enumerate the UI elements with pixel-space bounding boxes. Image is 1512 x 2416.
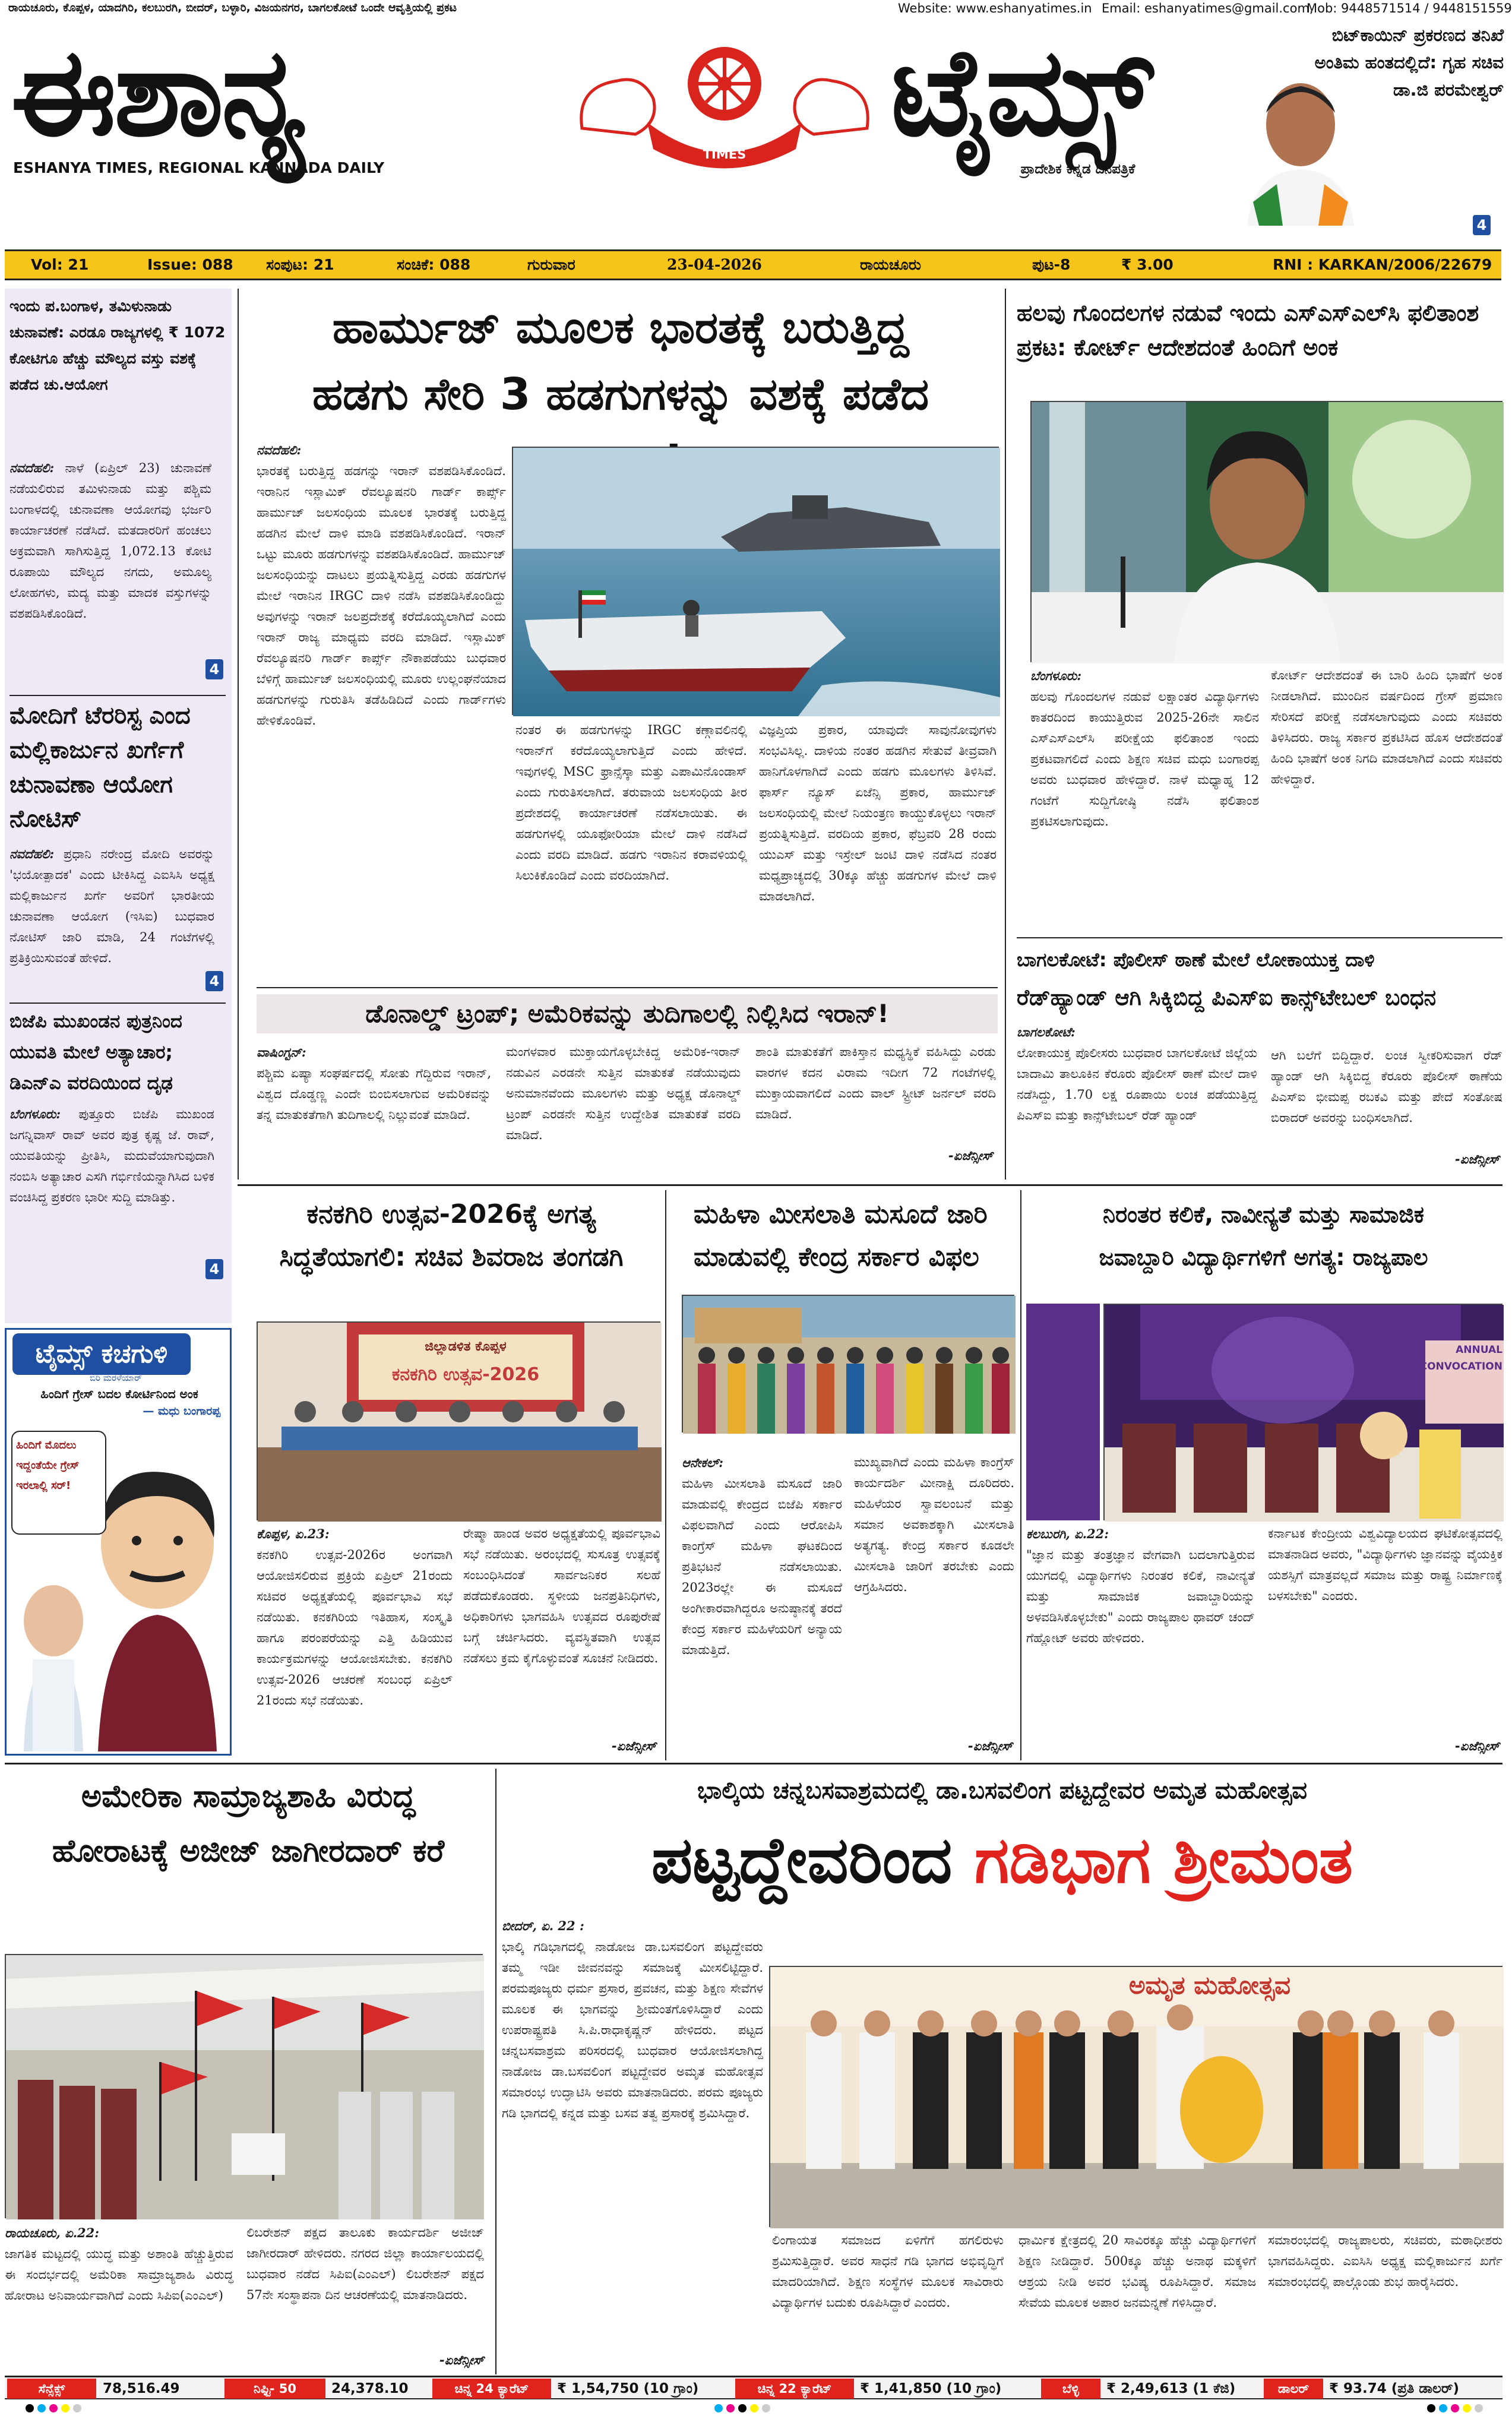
column-rule [665, 1190, 666, 1760]
left-story-1-body [10, 457, 211, 707]
row3-story-b-photo[interactable] [769, 1966, 1502, 2227]
lead-headline-line-1[interactable]: ಹಾರ್ಮುಜ್ ಮೂಲಕ ಭಾರತಕ್ಕೆ ಬರುತ್ತಿದ್ದ [332, 302, 909, 353]
photo-banner-1: ಜಿಲ್ಲಾಡಳಿತ ಕೊಪ್ಪಳ [425, 1339, 507, 1354]
row3-story-a-photo[interactable] [5, 1954, 483, 2218]
cartoon-box [5, 1328, 232, 1756]
lead-col-3: ವಿಜ್ಞಪ್ತಿಯ ಪ್ರಕಾರ, ಯಾವುದೇ ಸಾವುನೋವುಗಳು ಸಂಭವಿಸಿಲ್ಲ. ದಾಳಿಯ ನಂತರ ಹಡಗಿನ ಸೇತುವೆ ತೀವ್ರವಾಗಿ ಹಾನಿಗೊಳಗಾಗಿದೆ ಎಂದು ಹಡಗು ಮೂಲಗಳು ತಿಳಿಸಿವೆ. ಫಾರ್ಸ್ ನ್ಯೂಸ್ ಏಜೆನ್ಸಿ ಪ್ರಕಾರ, ಹಾರ್ಮುಜ್ ಜಲಸಂಧಿಯಲ್ಲಿ ಮೇಲೆ ನಿಯಂತ್ರಣ ಕಾಯ್ದುಕೊಳ್ಳಲು ಇರಾನ್ ಪ್ರಯತ್ನಿಸುತ್ತಿದೆ. ವರದಿಯ ಪ್ರಕಾರ, ಫೆಬ್ರವರಿ 28 ರಂದು ಯುಎಸ್ ಮತ್ತು ಇಸ್ರೇಲ್ ಜಂಟಿ ದಾಳಿ ನಡೆಸಿದ ನಂತರ ಮಧ್ಯಪ್ರಾಚ್ಯದಲ್ಲಿ 30ಕ್ಕೂ ಹೆಚ್ಚು ಹಡಗುಗಳ ಮೇಲೆ ದಾಳಿ ಮಾಡಲಾಗಿದೆ. [759, 723, 997, 903]
website-text: Website: www.eshanyatimes.in [898, 1, 1092, 15]
right-story-1-col-2: ಕೋರ್ಟ್ ಆದೇಶದಂತೆ ಈ ಬಾರಿ ಹಿಂದಿ ಭಾಷೆಗೆ ಅಂಕ ನೀಡಲಾಗಿದೆ. ಮುಂದಿನ ವರ್ಷದಿಂದ ಗ್ರೇಸ್ ಪ್ರಮಾಣ ಸೇರಿಸದೆ ಪರೀಕ್ಷೆ ನಡೆಸಲಾಗುವುದು ಎಂದು ಸಚಿವರು ತಿಳಿಸಿದರು. ರಾಜ್ಯ ಸರ್ಕಾರ ಪ್ರಕಟಿಸಿದ ಹೊಸ ಆದೇಶದಂತೆ ಹಿಂದಿ ಭಾಷೆಗೆ ಅಂಕ ನಿಗದಿ ಮಾಡಲಾಗಿದೆ ಎಂದು ಸಚಿವರು ಹೇಳಿದ್ದಾರೆ. [1271, 668, 1502, 786]
story-text: ಪ್ರಧಾನಿ ನರೇಂದ್ರ ಮೋದಿ ಅವರನ್ನು 'ಭಯೋತ್ಪಾದಕ' ಎಂದು ಟೀಕಿಸಿದ್ದ ಎಐಸಿಸಿ ಅಧ್ಯಕ್ಷ ಮಲ್ಲಿಕಾರ್ಜುನ ಖರ್ಗೆ ಅವರಿಗೆ ಭಾರತೀಯ ಚುನಾವಣಾ ಆಯೋಗ (ಇಸಿಐ) ಬುಧವಾರ ನೋಟಿಸ್ ಜಾರಿ ಮಾಡಿ, 24 ಗಂಟೆಗಳಲ್ಲಿ ಪ್ರತಿಕ್ರಿಯಿಸುವಂತೆ ಹೇಳಿದೆ. [10, 847, 214, 965]
samputa: ಸಂಪುಟ: 21 [266, 256, 334, 273]
story-text: ಪಶ್ಚಿಮ ಏಷ್ಯಾ ಸಂಘರ್ಷದಲ್ಲಿ ಸೋತು ಗೆದ್ದಿರುವ ಇರಾನ್, ವಿಶ್ವದ ದೊಡ್ಡಣ್ಣ ಎಂದೇ ಬಿಂಬಿಸಲಾಗುವ ಅಮೆರಿಕವನ್ನು ತನ್ನ ಮಾತುಕತೆಗಾಗಿ ತುದಿಗಾಲಲ್ಲಿ ನಿಲ್ಲುವಂತೆ ಮಾಡಿದೆ. [257, 1066, 491, 1122]
lead-headline-line-2[interactable]: ಹಡಗು ಸೇರಿ 3 ಹಡಗುಗಳನ್ನು ವಶಕ್ಕೆ ಪಡೆದ [312, 369, 929, 420]
divider [10, 695, 226, 696]
story-text: ಮಹಿಳಾ ಮೀಸಲಾತಿ ಮಸೂದೆ ಜಾರಿ ಮಾಡುವಲ್ಲಿ ಕೇಂದ್ರದ ಬಿಜೆಪಿ ಸರ್ಕಾರ ವಿಫಲವಾಗಿದೆ ಎಂದು ಆರೋಪಿಸಿ ಕಾಂಗ್ರೆಸ್ ಮಹಿಳಾ ಘಟಕದಿಂದ ಪ್ರತಿಭಟನೆ ನಡೆಸಲಾಯಿತು. 2023ರಲ್ಲೇ ಈ ಮಸೂದೆ ಅಂಗೀಕಾರವಾಗಿದ್ದರೂ ಅನುಷ್ಠಾನಕ್ಕೆ ತರದೆ ಕೇಂದ್ರ ಸರ್ಕಾರ ಮಹಿಳೆಯರಿಗೆ ಅನ್ಯಾಯ ಮಾಡುತ್ತಿದೆ. [682, 1476, 842, 1657]
headline-black-part: ಪಟ್ಟದ್ದೇವರಿಂದ [651, 1823, 953, 1898]
byline: -ಏಜೆನ್ಸೀಸ್ [1455, 1739, 1500, 1753]
lead-sub-headline[interactable]: ಡೊನಾಲ್ಡ್ ಟ್ರಂಪ್; ಅಮೆರಿಕವನ್ನು ತುದಿಗಾಲಲ್ಲಿ ನಿಲ್ಲಿಸಿದ ಇರಾನ್! [257, 994, 998, 1033]
right-story-1-photo[interactable] [1030, 401, 1502, 662]
ticker-value-silver: ₹ 2,49,613 (1 ಕೆಜಿ) [1106, 2381, 1236, 2396]
column-rule [495, 1769, 496, 2374]
row2-story-b-photo[interactable] [682, 1295, 1014, 1432]
row2-story-c-col-1 [1026, 1523, 1255, 1749]
date: 23-04-2026 [667, 256, 762, 273]
column-rule [1005, 289, 1006, 1179]
row2-story-b-col-2: ಮುಖ್ಯವಾಗಿದೆ ಎಂದು ಮಹಿಳಾ ಕಾಂಗ್ರೆಸ್ ಕಾರ್ಯದರ್ಶಿ ಮೀನಾಕ್ಷಿ ದೂರಿದರು. ಮಹಿಳೆಯರ ಸ್ವಾವಲಂಬನೆ ಮತ್ತು ಸಮಾನ ಅವಕಾಶಕ್ಕಾಗಿ ಮೀಸಲಾತಿ ಅತ್ಯಗತ್ಯ. ಕೇಂದ್ರ ಸರ್ಕಾರ ಕೂಡಲೇ ಮೀಸಲಾತಿ ಜಾರಿಗೆ ತರಬೇಕು ಎಂದು ಆಗ್ರಹಿಸಿದರು. [854, 1455, 1014, 1594]
dateline: ಬೆಂಗಳೂರು: [10, 1106, 61, 1121]
cartoon-title: ಟೈಮ್ಸ್ ಕಚಗುಳಿ [12, 1333, 191, 1375]
pages: ಪುಟ-8 [1032, 256, 1071, 273]
story-text: ಜಾಗತಿಕ ಮಟ್ಟದಲ್ಲಿ ಯುದ್ಧ ಮತ್ತು ಅಶಾಂತಿ ಹೆಚ್ಚುತ್ತಿರುವ ಈ ಸಂದರ್ಭದಲ್ಲಿ ಅಮೆರಿಕಾ ಸಾಮ್ರಾಜ್ಯಶಾಹಿ ವಿರುದ್ಧ ಹೋರಾಟ ಅನಿವಾರ್ಯವಾಗಿದೆ ಎಂದು ಸಿಪಿಐ(ಎಂಎಲ್) [5, 2247, 233, 2303]
story-text: ಭಾರತಕ್ಕೆ ಬರುತ್ತಿದ್ದ ಹಡಗನ್ನು ಇರಾನ್ ವಶಪಡಿಸಿಕೊಂಡಿದೆ. ಇರಾನಿನ ಇಸ್ಲಾಮಿಕ್ ರೆವಲ್ಯೂಷನರಿ ಗಾರ್ಡ್ ಕಾರ್ಪ್ಸ್ ಹಾರ್ಮುಜ್ ಜಲಸಂಧಿಯ ಮೂಲಕ ಭಾರತಕ್ಕೆ ಬರುತ್ತಿದ್ದ ಹಡಗಿನ ಮೇಲೆ ದಾಳಿ ಮಾಡಿ ವಶಪಡಿಸಿಕೊಂಡಿದೆ. ಇರಾನ್ ಒಟ್ಟು ಮೂರು ಹಡಗುಗಳನ್ನು ವಶಪಡಿಸಿಕೊಂಡಿದೆ. ಹಾರ್ಮುಜ್ ಜಲಸಂಧಿಯನ್ನು ದಾಟಲು ಪ್ರಯತ್ನಿಸುತ್ತಿದ್ದ ಎರಡು ಹಡಗುಗಳ ಮೇಲೆ ಇರಾನಿನ IRGC ದಾಳಿ ನಡೆಸಿ ವಶಪಡಿಸಿಕೊಂಡಿದ್ದು ಅವುಗಳನ್ನು ಇರಾನ್ ಜಲಪ್ರದೇಶಕ್ಕೆ ಕರೆದೊಯ್ಯಲಾಗಿದೆ ಎಂದು ಇರಾನ್ ರಾಜ್ಯ ಮಾಧ್ಯಮ ವರದಿ ಮಾಡಿದೆ. ಇಸ್ಲಾಮಿಕ್ ರೆವಲ್ಯೂಷನರಿ ಗಾರ್ಡ್ ಕಾರ್ಪ್ಸ್ ನೌಕಾಪಡೆಯು ಬುಧವಾರ ಬೆಳಿಗ್ಗೆ ಹಾರ್ಮುಜ್ ಜಲಸಂಧಿಯಲ್ಲಿ ಮೂರು ಉಲ್ಲಂಘನೆಯಾದ ಹಡಗುಗಳನ್ನು ಗುರುತಿಸಿ ತಡೆಹಿಡಿದಿದೆ ಎಂದು ಗಾರ್ಡ್‌ಗಳು ಹೇಳಿಕೊಂಡಿವೆ. [257, 464, 506, 728]
row2-story-c-photo[interactable] [1103, 1304, 1502, 1520]
row2-story-b-col-1 [682, 1452, 842, 1749]
photo-banner-2: ಕನಕಗಿರಿ ಉತ್ಸವ-2026 [391, 1364, 540, 1385]
lead-sub-story-box [257, 987, 998, 1171]
issue-info-bar [5, 249, 1501, 280]
row2-story-a-headline-1[interactable]: ಕನಕಗಿರಿ ಉತ್ಸವ-2026ಕ್ಕೆ ಅಗತ್ಯ [306, 1199, 596, 1229]
right-story-2-col-2: ಆಗಿ ಬಲೆಗೆ ಬಿದ್ದಿದ್ದಾರೆ. ಲಂಚ ಸ್ವೀಕರಿಸುವಾಗ ರೆಡ್ ಹ್ಯಾಂಡ್ ಆಗಿ ಸಿಕ್ಕಿಬಿದ್ದ ಕೆರೂರು ಪೊಲೀಸ್ ಠಾಣೆಯ ಪಿಎಸ್‌ಐ ಭೀಮಪ್ಪ ರಬಕವಿ ಮತ್ತು ಪೇದೆ ಸಂತೋಷ ಬಿರಾದರ್ ಅವರನ್ನು ಬಂಧಿಸಲಾಗಿದೆ. [1271, 1048, 1502, 1125]
column-rule [1020, 1190, 1021, 1760]
place: ರಾಯಚೂರು [860, 256, 922, 273]
lead-sub-col-3: ಶಾಂತಿ ಮಾತುಕತೆಗೆ ಪಾಕಿಸ್ತಾನ ಮಧ್ಯಸ್ಥಿಕೆ ವಹಿಸಿದ್ದು ಎರಡು ವಾರಗಳ ಕದನ ವಿರಾಮ ಇದೀಗ 72 ಗಂಟೆಗಳಲ್ಲಿ ಮುಕ್ತಾಯವಾಗಲಿದೆ ಎಂದು ವಾಲ್ ಸ್ಟ್ರೀಟ್ ಜರ್ನಲ್ ವರದಿ ಮಾಡಿದೆ. [755, 1045, 996, 1121]
ticker-label-dollar: ಡಾಲರ್ [1264, 2379, 1323, 2399]
row3-story-a-headline-1[interactable]: ಅಮೇರಿಕಾ ಸಾಮ್ರಾಜ್ಯಶಾಹಿ ವಿರುದ್ಧ [81, 1779, 416, 1814]
market-ticker-bar [5, 2376, 1502, 2399]
print-registration-marks [24, 2403, 1485, 2414]
teaser-page-badge[interactable]: 4 [1473, 215, 1491, 235]
lead-sub-col-2: ಮಂಗಳವಾರ ಮುಕ್ತಾಯಗೊಳ್ಳಬೇಕಿದ್ದ ಅಮೆರಿಕ-ಇರಾನ್ ನಡುವಿನ ಎರಡನೇ ಸುತ್ತಿನ ಮಾತುಕತೆ ನಡೆಯುವುದು ಅನುಮಾನವೆಂದು ಮೂಲಗಳು ಮತ್ತು ಅಧ್ಯಕ್ಷ ಡೊನಾಲ್ಡ್ ಟ್ರಂಪ್ ಎರಡನೇ ಸುತ್ತಿನ ಉದ್ದೇಶಿತ ಮಾತುಕತೆ ವರದಿ ಮಾಡಿದೆ. [506, 1045, 741, 1142]
section-rule [238, 1184, 1502, 1186]
row3-story-a-headline-2[interactable]: ಹೋರಾಟಕ್ಕೆ ಅಜೀಜ್ ಜಾಗೀರದಾರ್ ಕರೆ [52, 1833, 445, 1869]
email-text: Email: eshanyatimes@gmail.com, [1102, 1, 1314, 15]
right-story-2-headline-2[interactable]: ರೆಡ್‌ಹ್ಯಾಂಡ್ ಆಗಿ ಸಿಕ್ಕಿಬಿದ್ದ ಪಿಎಸ್‌ಐ ಕಾನ್ಸ್‌ಟೇಬಲ್ ಬಂಧನ [1017, 985, 1437, 1010]
dateline: ನವದೆಹಲಿ: [10, 846, 55, 861]
paper-title-left: ಈಶಾನ್ಯ [11, 22, 303, 163]
vol: Vol: 21 [31, 256, 89, 273]
row2-story-c-headline-1[interactable]: ನಿರಂತರ ಕಲಿಕೆ, ನಾವೀನ್ಯತೆ ಮತ್ತು ಸಾಮಾಜಿಕ [1103, 1201, 1424, 1228]
cartoon-speech-bubble: ಹಿಂದಿಗೆ ಮೊದಲು ಇದ್ದಂತೆಯೇ ಗ್ರೇಸ್ ಇರಲಾಲ್ಲಿ ಸರ್! [11, 1431, 106, 1535]
front-teaser[interactable]: ಬಿಟ್‌ಕಾಯಿನ್ ಪ್ರಕರಣದ ತನಿಖೆ ಅಂತಿಮ ಹಂತದಲ್ಲಿದೆ: ಗೃಹ ಸಚಿವ ಡಾ.ಜಿ ಪರಮೇಶ್ವರ್ [1314, 25, 1504, 100]
emblem-text: ESHANYA TIMES [691, 133, 758, 162]
ticker-label-gold24: ಚಿನ್ನ 24 ಕ್ಯಾರೆಟ್ [432, 2379, 551, 2399]
ticker-value-dollar: ₹ 93.74 (ಪ್ರತಿ ಡಾಲರ್) [1329, 2381, 1460, 2396]
cartoon-author: ಬಿರಿ ಮರಳೆಯಾರ್ [90, 1373, 142, 1383]
row3-story-a-col-1 [5, 2222, 233, 2371]
row3-story-b-headline[interactable] [502, 1810, 1502, 1911]
weekday: ಗುರುವಾರ [527, 256, 575, 273]
row2-story-a-photo[interactable] [257, 1321, 660, 1520]
story-text: "ಜ್ಞಾನ ಮತ್ತು ತಂತ್ರಜ್ಞಾನ ವೇಗವಾಗಿ ಬದಲಾಗುತ್ತಿರುವ ಯುಗದಲ್ಲಿ ವಿದ್ಯಾರ್ಥಿಗಳು ನಿರಂತರ ಕಲಿಕೆ, ನಾವೀನ್ಯತೆ ಮತ್ತು ಸಾಮಾಜಿಕ ಜವಾಬ್ದಾರಿಯನ್ನು ಅಳವಡಿಸಿಕೊಳ್ಳಬೇಕು" ಎಂದು ರಾಜ್ಯಪಾಲ ಥಾವರ್ ಚಂದ್ ಗೆಹ್ಲೋಟ್ ಅವರು ಹೇಳಿದರು. [1026, 1548, 1255, 1645]
ticker-value-sensex: 78,516.49 [103, 2381, 180, 2396]
row2-story-c-left-strip-photo [1026, 1304, 1100, 1520]
paper-subtitle-en: ESHANYA TIMES, REGIONAL KANNADA DAILY [13, 159, 385, 176]
dateline: ಬೆಂಗಳೂರು: [1030, 668, 1082, 683]
row3-story-b-kicker[interactable]: ಭಾಲ್ಕಿಯ ಚನ್ನಬಸವಾಶ್ರಮದಲ್ಲಿ ಡಾ.ಬಸವಲಿಂಗ ಪಟ್ಟದ್ದೇವರ ಅಮೃತ ಮಹೋತ್ಸವ [697, 1777, 1308, 1804]
ticker-label-sensex: ಸೆನ್ಸೆಕ್ಸ್ [7, 2379, 96, 2399]
byline: -ಏಜೆನ್ಸೀಸ್ [1455, 1152, 1500, 1166]
price: ₹ 3.00 [1121, 256, 1173, 273]
dateline: ಬಾಗಲಕೋಟೆ: [1017, 1024, 1076, 1039]
ticker-label-nifty: ನಿಫ್ಟಿ- 50 [224, 2379, 325, 2399]
masthead-emblem [558, 33, 891, 176]
rni: RNI : KARKAN/2006/22679 [1273, 256, 1492, 273]
row2-story-b-headline-1[interactable]: ಮಹಿಳಾ ಮೀಸಲಾತಿ ಮಸೂದೆ ಜಾರಿ [694, 1199, 988, 1229]
sanchike: ಸಂಚಿಕೆ: 088 [397, 256, 471, 273]
story-text: ಲೋಕಾಯುಕ್ತ ಪೊಲೀಸರು ಬುಧವಾರ ಬಾಗಲಕೋಟೆ ಜಿಲ್ಲೆಯ ಬಾದಾಮಿ ತಾಲೂಕಿನ ಕೆರೂರು ಪೊಲೀಸ್ ಠಾಣೆ ಮೇಲೆ ದಾಳಿ ನಡೆಸಿದ್ದು, 1.70 ಲಕ್ಷ ರೂಪಾಯಿ ಲಂಚ ಪಡೆಯುತ್ತಿದ್ದ ಪಿಎಸ್‌ಐ ಮತ್ತು ಕಾನ್ಸ್‌ಟೇಬಲ್ ರೆಡ್ ಹ್ಯಾಂಡ್ [1017, 1046, 1257, 1122]
left-story-1-headline[interactable]: ಇಂದು ಪ.ಬಂಗಾಳ, ತಮಿಳುನಾಡು ಚುನಾವಣೆ: ಎರಡೂ ರಾಜ್ಯಗಳಲ್ಲಿ ₹ 1072 ಕೋಟಿಗೂ ಹೆಚ್ಚು ಮೌಲ್ಯದ ವಸ್ತು ವಶಕ್ಕೆ ಪಡೆದ ಚು.ಆಯೋಗ [10, 298, 226, 393]
dateline: ಬೀದರ್, ಏ. 22 : [502, 1918, 584, 1933]
ticker-value-gold22: ₹ 1,41,850 (10 ಗ್ರಾಂ) [860, 2381, 1002, 2396]
row3-story-b-col-2: ಲಿಂಗಾಯತ ಸಮಾಜದ ಏಳಿಗೆಗೆ ಹಗಲಿರುಳು ಶ್ರಮಿಸುತ್ತಿದ್ದಾರೆ. ಅವರ ಸಾಧನೆ ಗಡಿ ಭಾಗದ ಅಭಿವೃದ್ಧಿಗೆ ಮಾದರಿಯಾಗಿದೆ. ಶಿಕ್ಷಣ ಸಂಸ್ಥೆಗಳ ಮೂಲಕ ಸಾವಿರಾರು ವಿದ್ಯಾರ್ಥಿಗಳ ಬದುಕು ರೂಪಿಸಿದ್ದಾರೆ ಎಂದರು. [772, 2233, 1004, 2310]
left-story-2-headline[interactable]: ಮೋದಿಗೆ ಟೆರರಿಸ್ಟ ಎಂದ ಮಲ್ಲಿಕಾರ್ಜುನ ಖರ್ಗೆಗೆ ಚುನಾವಣಾ ಆಯೋಗ ನೋಟಿಸ್ [10, 702, 191, 833]
right-story-2-headline[interactable]: ಬಾಗಲಕೋಟೆ: ಪೊಲೀಸ್ ಠಾಣೆ ಮೇಲೆ ಲೋಕಾಯುಕ್ತ ದಾಳಿ [1017, 948, 1375, 971]
row2-story-a-headline-2[interactable]: ಸಿದ್ಧತೆಯಾಗಲಿ: ಸಚಿವ ಶಿವರಾಜ ತಂಗಡಗಿ [279, 1242, 624, 1272]
photo-banner: ಅಮೃತ ಮಹೋತ್ಸವ [1128, 1971, 1291, 2000]
right-story-1-headline[interactable]: ಹಲವು ಗೊಂದಲಗಳ ನಡುವೆ ಇಂದು ಎಸ್‌ಎಸ್‌ಎಲ್‌ಸಿ ಫಲಿತಾಂಶ ಪ್ರಕಟ: ಕೋರ್ಟ್ ಆದೇಶದಂತೆ ಹಿಂದಿಗೆ ಅಂಕ [1017, 300, 1479, 360]
ticker-label-gold22: ಚಿನ್ನ 22 ಕ್ಯಾರೆಟ್ [735, 2379, 854, 2399]
dateline: ಕಲಬುರಗಿ, ಏ.22: [1026, 1526, 1109, 1541]
row2-story-c-col-2: ಕರ್ನಾಟಕ ಕೇಂದ್ರೀಯ ವಿಶ್ವವಿದ್ಯಾಲಯದ ಘಟಿಕೋತ್ಸವದಲ್ಲಿ ಮಾತನಾಡಿದ ಅವರು, "ವಿದ್ಯಾರ್ಥಿಗಳು ಜ್ಞಾನವನ್ನು ವೈಯಕ್ತಿಕ ಯಶಸ್ಸಿಗೆ ಮಾತ್ರವಲ್ಲದೆ ಸಮಾಜ ಮತ್ತು ರಾಷ್ಟ್ರ ನಿರ್ಮಾಣಕ್ಕೆ ಬಳಸಬೇಕು" ಎಂದರು. [1268, 1526, 1502, 1603]
dateline: ಕೊಪ್ಪಳ, ಏ.23: [257, 1526, 330, 1541]
row2-story-b-headline-2[interactable]: ಮಾಡುವಲ್ಲಿ ಕೇಂದ್ರ ಸರ್ಕಾರ ವಿಫಲ [694, 1242, 979, 1272]
story-text: ನಾಳೆ (ಏಪ್ರಿಲ್ 23) ಚುನಾವಣೆ ನಡೆಯಲಿರುವ ತಮಿಳುನಾಡು ಮತ್ತು ಪಶ್ಚಿಮ ಬಂಗಾಳದಲ್ಲಿ ಚುನಾವಣಾ ಆಯೋಗವು ಭರ್ಜರಿ ಕಾರ್ಯಾಚರಣೆ ನಡೆಸಿದೆ. ಮತದಾರರಿಗೆ ಹಂಚಲು ಅಕ್ರಮವಾಗಿ ಸಾಗಿಸುತ್ತಿದ್ದ 1,072.13 ಕೋಟಿ ರೂಪಾಯಿ ಮೌಲ್ಯದ ನಗದು, ಅಮೂಲ್ಯ ಲೋಹಗಳು, ಮದ್ಯ ಮತ್ತು ಮಾದಕ ವಸ್ತುಗಳನ್ನು ವಶಪಡಿಸಿಕೊಂಡಿದೆ. [10, 461, 211, 621]
paper-subtitle-kn: ಪ್ರಾದೇಶಿಕ ಕನ್ನಡ ದಿನಪತ್ರಿಕೆ [1020, 162, 1135, 177]
story-text: ಹಲವು ಗೊಂದಲಗಳ ನಡುವೆ ಲಕ್ಷಾಂತರ ವಿದ್ಯಾರ್ಥಿಗಳು ಕಾತರದಿಂದ ಕಾಯುತ್ತಿರುವ 2025-26ನೇ ಸಾಲಿನ ಎಸ್‌ಎಸ್‌ಎಲ್‌ಸಿ ಪರೀಕ್ಷೆಯ ಫಲಿತಾಂಶ ಇಂದು ಪ್ರಕಟವಾಗಲಿದೆ ಎಂದು ಶಿಕ್ಷಣ ಸಚಿವ ಮಧು ಬಂಗಾರಪ್ಪ ಅವರು ಬುಧವಾರ ಹೇಳಿದ್ದಾರೆ. ನಾಳೆ ಮಧ್ಯಾಹ್ನ 12 ಗಂಟೆಗೆ ಸುದ್ದಿಗೋಷ್ಠಿ ನಡೆಸಿ ಫಲಿತಾಂಶ ಪ್ರಕಟಿಸಲಾಗುವುದು. [1030, 690, 1259, 828]
row2-story-a-col-2: ರೇಷ್ಮಾ ಹಾಂಡ ಅವರ ಅಧ್ಯಕ್ಷತೆಯಲ್ಲಿ ಪೂರ್ವಭಾವಿ ಸಭೆ ನಡೆಯಿತು. ಅರಂಭದಲ್ಲಿ ಸುಸೂತ್ರ ಉತ್ಸವಕ್ಕೆ ಸಂಬಂಧಿಸಿದಂತೆ ಸಾರ್ವಜನಿಕರ ಸಲಹೆ ಪಡೆದುಕೊಂಡರು. ಸ್ಥಳೀಯ ಜನಪ್ರತಿನಿಧಿಗಳು, ಅಧಿಕಾರಿಗಳು ಭಾಗವಹಿಸಿ ಉತ್ಸವದ ರೂಪುರೇಷೆ ಬಗ್ಗೆ ಚರ್ಚಿಸಿದರು. ವ್ಯವಸ್ಥಿತವಾಗಿ ಉತ್ಸವ ನಡೆಸಲು ಕ್ರಮ ಕೈಗೊಳ್ಳುವಂತೆ ಸೂಚನೆ ನೀಡಿದರು. [463, 1526, 660, 1665]
left-story-2-body [10, 843, 214, 1001]
row2-story-c-headline-2[interactable]: ಜವಾಬ್ದಾರಿ ವಿದ್ಯಾರ್ಥಿಗಳಿಗೆ ಅಗತ್ಯ: ರಾಜ್ಯಪಾಲ [1099, 1244, 1428, 1270]
byline: -ಏಜೆನ್ಸೀಸ್ [968, 1739, 1013, 1753]
byline: -ಏಜೆನ್ಸೀಸ್ [948, 1149, 993, 1163]
story-text: ಕನಕಗಿರಿ ಉತ್ಸವ-2026ರ ಅಂಗವಾಗಿ ಆಯೋಜಿಸಲಿರುವ ಪ್ರಕ್ರಿಯೆ ಏಪ್ರಿಲ್ 21ರಂದು ಸಚಿವರ ಅಧ್ಯಕ್ಷತೆಯಲ್ಲಿ ಪೂರ್ವಭಾವಿ ಸಭೆ ನಡೆಯಿತು. ಕನಕಗಿರಿಯ ಇತಿಹಾಸ, ಸಂಸ್ಕೃತಿ ಹಾಗೂ ಪರಂಪರೆಯನ್ನು ಎತ್ತಿ ಹಿಡಿಯುವ ಕಾರ್ಯಕ್ರಮಗಳನ್ನು ಆಯೋಜಿಸಬೇಕು. ಕನಕಗಿರಿ ಉತ್ಸವ-2026 ಆಚರಣೆ ಸಂಬಂಧ ಏಪ್ರಿಲ್ 21ರಂದು ಸಭೆ ನಡೆಯಿತು. [257, 1548, 453, 1707]
ticker-label-silver: ಬೆಳ್ಳಿ [1041, 2379, 1100, 2399]
story-text: ಭಾಲ್ಕಿ ಗಡಿಭಾಗದಲ್ಲಿ ನಾಡೋಜ ಡಾ.ಬಸವಲಿಂಗ ಪಟ್ಟದ್ದೇವರು ತಮ್ಮ ಇಡೀ ಜೀವನವನ್ನು ಸಮಾಜಕ್ಕೆ ಮೀಸಲಿಟ್ಟಿದ್ದಾರೆ. ಪರಮಪೂಜ್ಯರು ಧರ್ಮ ಪ್ರಸಾರ, ಪ್ರವಚನ, ಮತ್ತು ಶಿಕ್ಷಣ ಸೇವೆಗಳ ಮೂಲಕ ಈ ಭಾಗವನ್ನು ಶ್ರೀಮಂತಗೊಳಿಸಿದ್ದಾರೆ ಎಂದು ಉಪರಾಷ್ಟ್ರಪತಿ ಸಿ.ಪಿ.ರಾಧಾಕೃಷ್ಣನ್ ಹೇಳಿದರು. ಪಟ್ಟದ ಚನ್ನಬಸವಾಶ್ರಮ ಪರಿಸರದಲ್ಲಿ ಬುಧವಾರ ಆಯೋಜಿಸಲಾಗಿದ್ದ ನಾಡೋಜ ಡಾ.ಬಸವಲಿಂಗ ಪಟ್ಟದ್ದೇವರ ಅಮೃತ ಮಹೋತ್ಸವ ಸಮಾರಂಭ ಉದ್ಘಾಟಿಸಿ ಅವರು ಮಾತನಾಡಿದರು. ಪರಮ ಪೂಜ್ಯರು ಗಡಿ ಭಾಗದಲ್ಲಿ ಕನ್ನಡ ಮತ್ತು ಬಸವ ತತ್ವ ಪ್ರಸಾರಕ್ಕೆ ಶ್ರಮಿಸಿದ್ದಾರೆ. [502, 1940, 763, 2120]
row3-story-a-col-2: ಲಿಬರೇಶನ್ ಪಕ್ಷದ ತಾಲೂಕು ಕಾರ್ಯದರ್ಶಿ ಅಜೀಜ್ ಜಾಗೀರದಾರ್ ಹೇಳಿದರು. ನಗರದ ಜಿಲ್ಲಾ ಕಾರ್ಯಾಲಯದಲ್ಲಿ ಬುಧವಾರ ನಡೆದ ಸಿಪಿಐ(ಎಂಎಲ್) ಲಿಬರೇಶನ್ ಪಕ್ಷದ 57ನೇ ಸಂಸ್ಥಾಪನಾ ದಿನ ಆಚರಣೆಯಲ್ಲಿ ಮಾತನಾಡಿದರು. [246, 2225, 484, 2302]
photo-banner: ANNUAL CONVOCATION [1419, 1344, 1502, 1373]
left-story-3-body [10, 1103, 214, 1282]
dateline: ನವದೆಹಲಿ: [10, 460, 55, 475]
lead-photo[interactable] [512, 447, 999, 715]
divider [10, 1003, 226, 1004]
cartoon-credit: — ಮಧು ಬಂಗಾರಪ್ಪ [143, 1405, 220, 1418]
dateline: ನವದೆಹಲಿ: [257, 442, 302, 457]
lead-col-1 [257, 439, 506, 974]
headline-red-part: ಗಡಿಭಾಗ ಶ್ರೀಮಂತ [974, 1823, 1353, 1898]
story-text: ಪುತ್ತೂರು ಬಿಜೆಪಿ ಮುಖಂಡ ಜಗನ್ನಿವಾಸ್ ರಾವ್ ಅವರ ಪುತ್ರ ಕೃಷ್ಣ ಜೆ. ರಾವ್, ಯುವತಿಯನ್ನು ಪ್ರೀತಿಸಿ, ಮದುವೆಯಾಗುವುದಾಗಿ ನಂಬಿಸಿ ಅತ್ಯಾಚಾರ ಎಸಗಿ ಗರ್ಭಿಣಿಯನ್ನಾಗಿಸಿದ ಬಳಿಕ ವಂಚಿಸಿದ್ದ ಪ್ರಕರಣ ಭಾರೀ ಸುದ್ದಿ ಮಾಡಿತ್ತು. [10, 1107, 214, 1204]
row3-story-b-col-1 [502, 1915, 763, 2236]
ticker-value-gold24: ₹ 1,54,750 (10 ಗ್ರಾಂ) [557, 2381, 699, 2396]
byline: -ಏಜೆನ್ಸೀಸ್ [612, 1739, 656, 1753]
divider [1017, 937, 1502, 938]
mobile-text: Mob: 9448571514 / 9448151559 [1307, 1, 1512, 15]
cartoon-illustration [9, 1425, 229, 1751]
right-story-2-col-1 [1017, 1022, 1257, 1170]
page-jump-badge[interactable]: 4 [205, 659, 223, 679]
right-story-1-col-1 [1030, 665, 1259, 950]
row2-story-a-col-1 [257, 1523, 453, 1749]
paper-title-right: ಟೈಮ್ಸ್ [891, 22, 1150, 163]
lead-col-2: ನಂತರ ಈ ಹಡಗುಗಳನ್ನು IRGC ಕಣ್ಗಾವಲಿನಲ್ಲಿ ಇರಾನ್‌ಗೆ ಕರೆದೊಯ್ಯಲಾಗುತ್ತಿದೆ ಎಂದು ಹೇಳಿದೆ. ಇವುಗಳಲ್ಲಿ MSC ಫ್ರಾನ್ಸೆಸ್ಕಾ ಮತ್ತು ಎಪಾಮಿನೊಂಡಾಸ್ ಎಂದು ಗುರುತಿಸಲಾಗಿದೆ. ತರುವಾಯ ಜಲಸಂಧಿಯ ತೀರ ಪ್ರದೇಶದಲ್ಲಿ ಕಾರ್ಯಾಚರಣೆ ನಡೆಸಲಾಯಿತು. ಈ ಹಡಗುಗಳಲ್ಲಿ ಯೂಫೋರಿಯಾ ಮೇಲೆ ದಾಳಿ ನಡೆಸಿದೆ ಎಂದು ವರದಿ ಮಾಡಿದೆ. ಹಡಗು ಇರಾನಿನ ಕರಾವಳಿಯಲ್ಲಿ ಸಿಲುಕಿಕೊಂಡಿದೆ ಎಂದು ವರದಿಯಾಗಿದೆ. [515, 723, 747, 883]
column-rule [238, 289, 239, 1179]
lead-sub-col-1 [257, 1042, 491, 1166]
cartoon-caption: ಹಿಂದಿಗೆ ಗ್ರೇಸ್ ಬದಲ ಕೋರ್ಟಿನಿಂದ ಅಂಕ [40, 1387, 198, 1401]
section-rule [5, 1763, 1502, 1764]
ticker-value-nifty: 24,378.10 [331, 2381, 409, 2396]
dateline: ಆನೇಕಲ್: [682, 1455, 724, 1470]
row3-story-b-col-3: ಧಾರ್ಮಿಕ ಕ್ಷೇತ್ರದಲ್ಲಿ 20 ಸಾವಿರಕ್ಕೂ ಹೆಚ್ಚು ವಿದ್ಯಾರ್ಥಿಗಳಿಗೆ ಶಿಕ್ಷಣ ನೀಡಿದ್ದಾರೆ. 500ಕ್ಕೂ ಹೆಚ್ಚು ಅನಾಥ ಮಕ್ಕಳಿಗೆ ಆಶ್ರಯ ನೀಡಿ ಅವರ ಭವಿಷ್ಯ ರೂಪಿಸಿದ್ದಾರೆ. ಸಮಾಜ ಸೇವೆಯ ಮೂಲಕ ಅಪಾರ ಜನಮನ್ನಣೆ ಗಳಿಸಿದ್ದಾರೆ. [1018, 2233, 1256, 2310]
masthead-top-strip [0, 0, 1512, 20]
page-jump-badge[interactable]: 4 [205, 971, 223, 991]
row3-story-b-col-4: ಸಮಾರಂಭದಲ್ಲಿ ರಾಜ್ಯಪಾಲರು, ಸಚಿವರು, ಮಠಾಧೀಶರು ಭಾಗವಹಿಸಿದ್ದರು. ಎಐಸಿಸಿ ಅಧ್ಯಕ್ಷ ಮಲ್ಲಿಕಾರ್ಜುನ ಖರ್ಗೆ ಸಮಾರಂಭದಲ್ಲಿ ಪಾಲ್ಗೊಂಡು ಶುಭ ಹಾರೈಸಿದರು. [1268, 2233, 1502, 2289]
issue: Issue: 088 [147, 256, 233, 273]
left-story-3-headline[interactable]: ಬಿಜೆಪಿ ಮುಖಂಡನ ಪುತ್ರನಿಂದ ಯುವತಿ ಮೇಲೆ ಅತ್ಯಾಚಾರ; ಡಿಎನ್‌ಎ ವರದಿಯಿಂದ ದೃಢ [10, 1011, 182, 1094]
editions-line: ರಾಯಚೂರು, ಕೊಪ್ಪಳ, ಯಾದಗಿರಿ, ಕಲಬುರಗಿ, ಬೀದರ್, ಬಳ್ಳಾರಿ, ವಿಜಯನಗರ, ಬಾಗಲಕೋಟೆ ಒಂದೇ ಆವೃತ್ತಿಯಲ್ಲಿ ಪ್ರಕಟ [8, 1, 457, 14]
dateline: ವಾಷಿಂಗ್ಟನ್: [257, 1045, 306, 1060]
dateline: ರಾಯಚೂರು, ಏ.22: [5, 2225, 99, 2240]
page-jump-badge[interactable]: 4 [205, 1259, 223, 1279]
byline: -ಏಜೆನ್ಸೀಸ್ [439, 2353, 484, 2367]
